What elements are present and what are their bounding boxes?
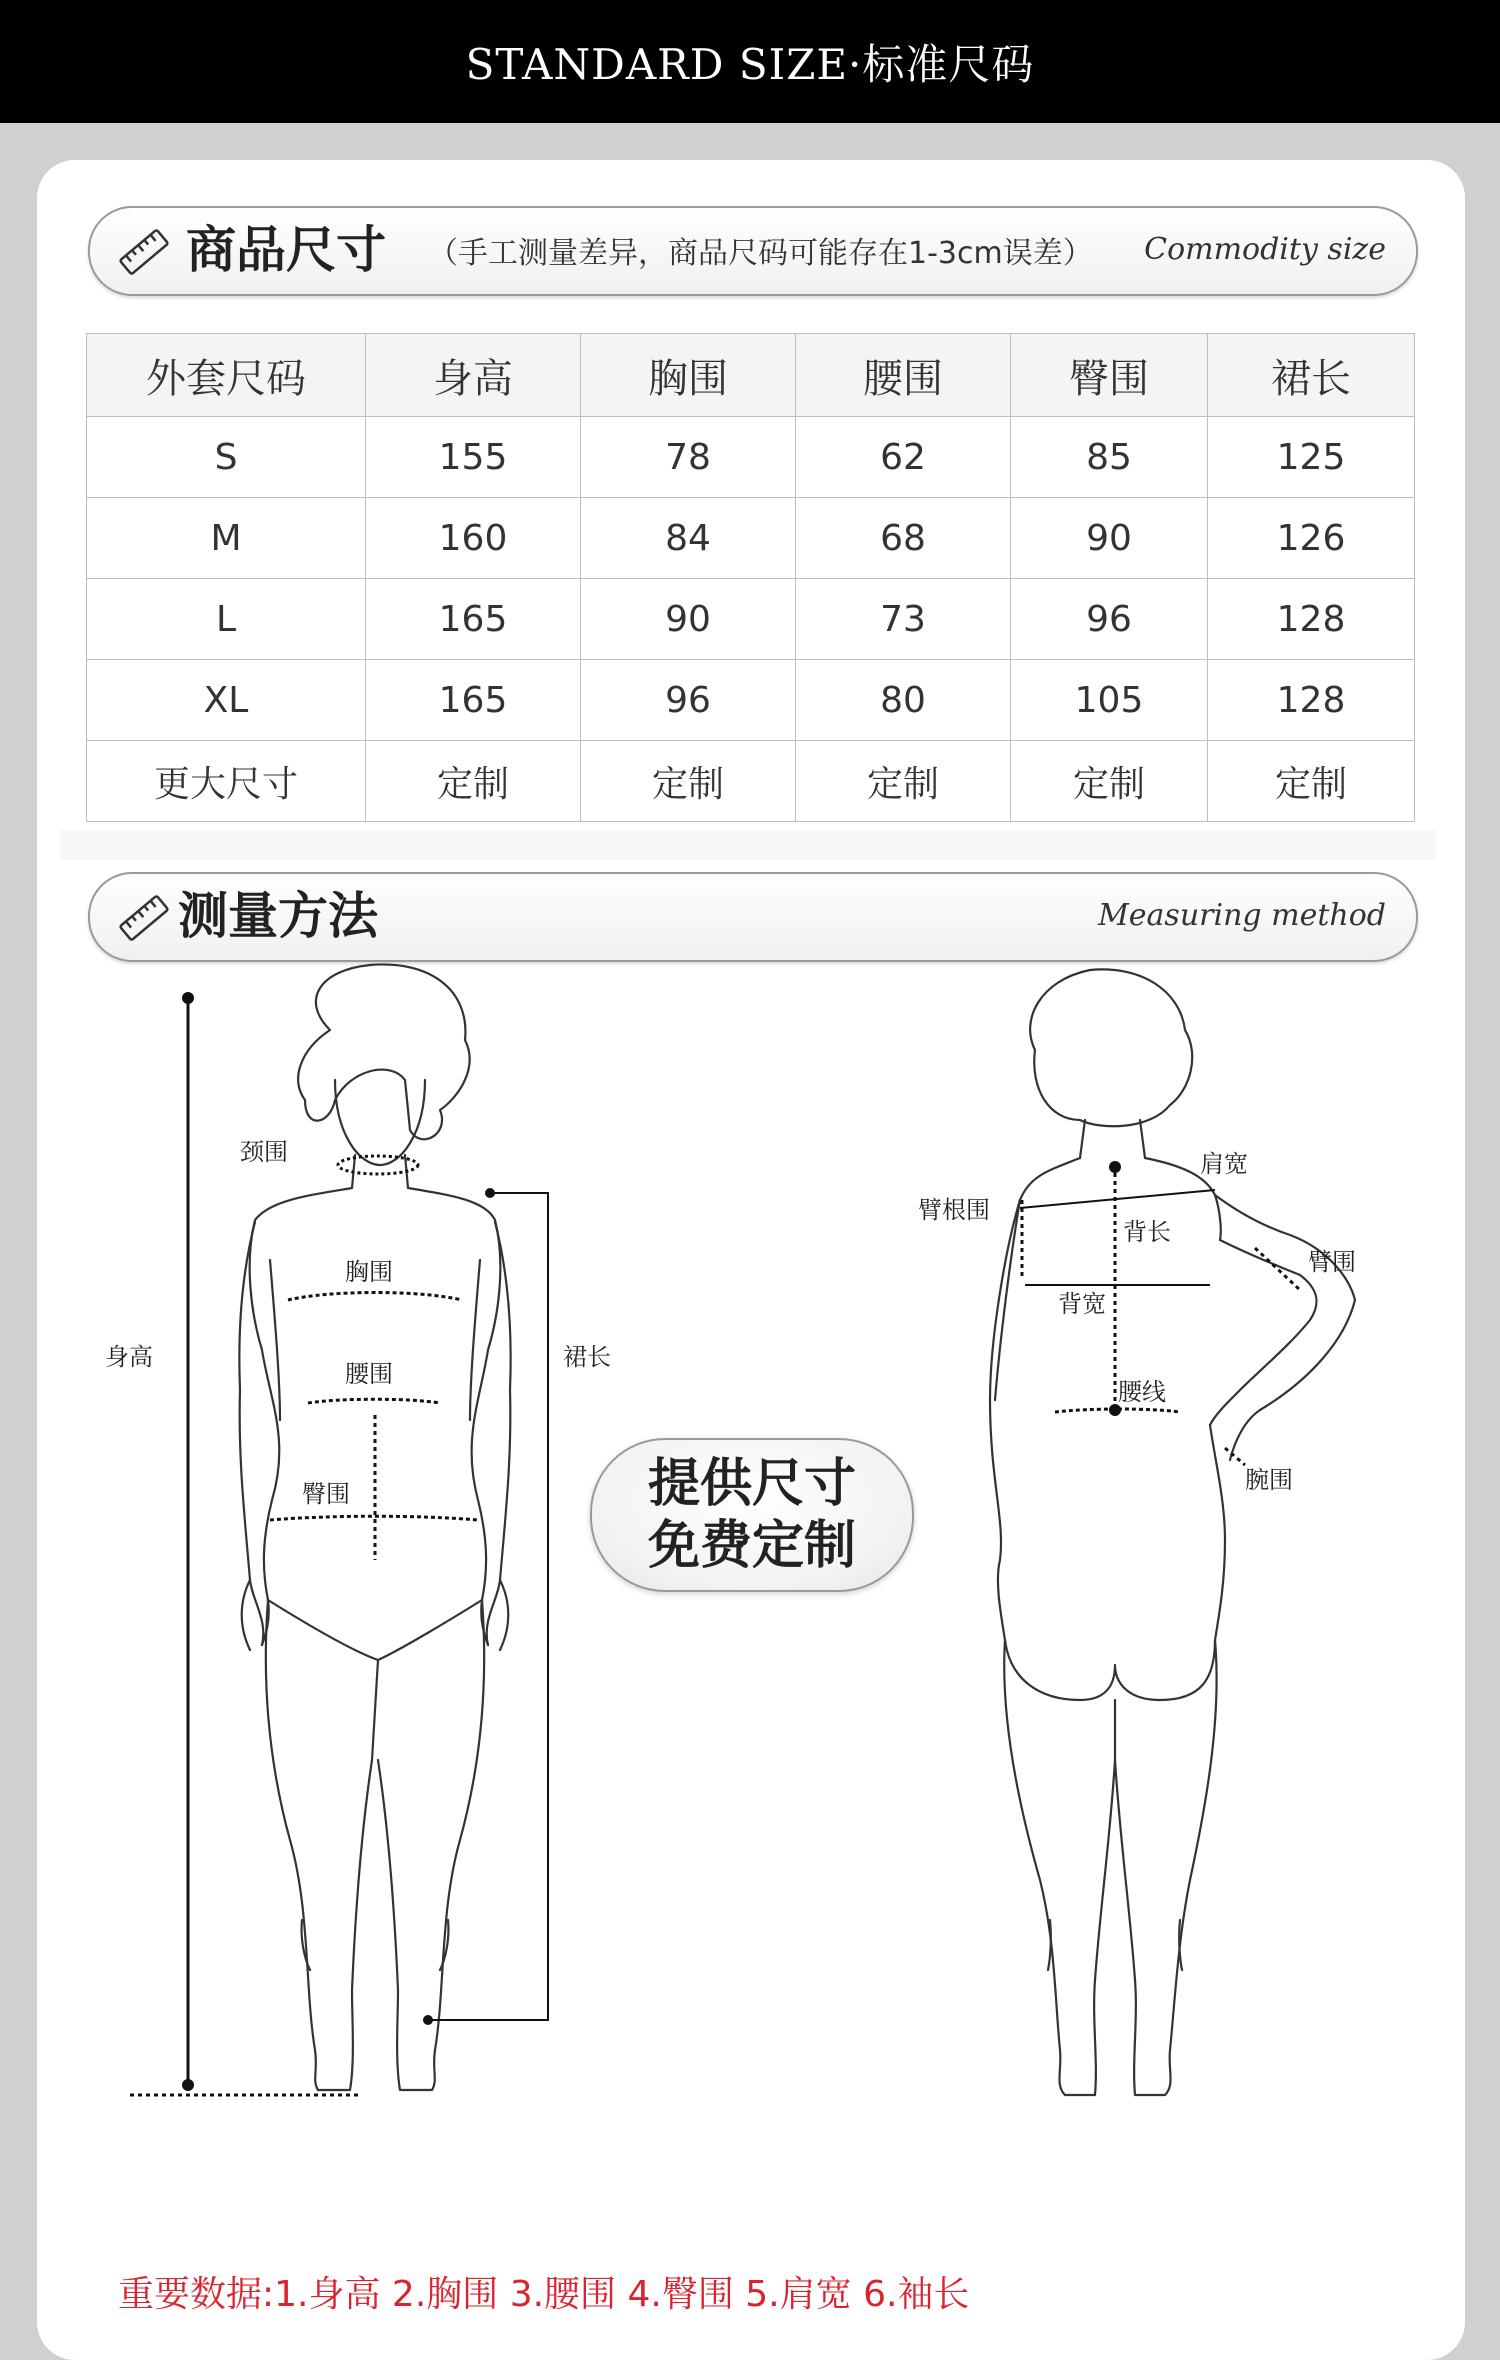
table-cell: 85 — [1011, 417, 1208, 498]
size-section-title: 商品尺寸 — [186, 221, 386, 279]
measure-section-script: Measuring method — [1098, 898, 1386, 933]
table-cell: 80 — [796, 660, 1011, 741]
label-wrist: 腕围 — [1245, 1466, 1293, 1494]
table-cell: 155 — [366, 417, 581, 498]
size-section-header — [88, 206, 1418, 296]
table-cell: 定制 — [581, 741, 796, 822]
table-cell: 78 — [581, 417, 796, 498]
wrist-line — [1225, 1448, 1245, 1465]
label-neck: 颈围 — [240, 1138, 288, 1166]
table-cell: 定制 — [796, 741, 1011, 822]
col-header: 身高 — [366, 334, 581, 417]
table-cell: 90 — [581, 579, 796, 660]
measure-section-header — [88, 872, 1418, 962]
table-row — [87, 498, 1415, 579]
table-cell: XL — [87, 660, 366, 741]
table-cell: 定制 — [366, 741, 581, 822]
waist-line — [308, 1399, 440, 1403]
label-shoulder: 肩宽 — [1200, 1150, 1248, 1178]
col-header: 腰围 — [796, 334, 1011, 417]
table-cell: 125 — [1208, 417, 1415, 498]
table-cell: 更大尺寸 — [87, 741, 366, 822]
table-row — [87, 660, 1415, 741]
top-banner — [0, 0, 1500, 123]
table-cell: 128 — [1208, 579, 1415, 660]
table-cell: S — [87, 417, 366, 498]
table-cell: M — [87, 498, 366, 579]
col-header: 臀围 — [1011, 334, 1208, 417]
label-hip: 臀围 — [302, 1480, 350, 1508]
col-header: 裙长 — [1208, 334, 1415, 417]
ruler-icon — [118, 228, 170, 276]
banner-title: STANDARD SIZE·标准尺码 — [465, 39, 1035, 89]
shoulder-line — [1020, 1190, 1215, 1208]
size-section-script: Commodity size — [1144, 232, 1386, 267]
table-cell: 73 — [796, 579, 1011, 660]
back-figure — [990, 969, 1355, 2095]
table-cell: 165 — [366, 579, 581, 660]
table-cell: 90 — [1011, 498, 1208, 579]
table-cell: 62 — [796, 417, 1011, 498]
divider-band — [60, 830, 1436, 860]
label-skirt: 裙长 — [563, 1343, 611, 1371]
table-row — [87, 417, 1415, 498]
chest-line — [288, 1293, 462, 1301]
upper-arm-line — [1255, 1248, 1300, 1290]
label-chest: 胸围 — [345, 1258, 393, 1286]
table-cell: 105 — [1011, 660, 1208, 741]
size-table — [86, 333, 1415, 822]
table-cell: 68 — [796, 498, 1011, 579]
table-cell: 96 — [581, 660, 796, 741]
col-header: 外套尺码 — [87, 334, 366, 417]
skirt-length-bracket — [428, 1193, 548, 2020]
badge-line-2: 免费定制 — [647, 1516, 856, 1576]
col-header: 胸围 — [581, 334, 796, 417]
table-cell: L — [87, 579, 366, 660]
table-cell: 160 — [366, 498, 581, 579]
size-table-header — [87, 334, 1415, 417]
measure-section-title: 测量方法 — [178, 887, 378, 945]
label-armhole: 臂根围 — [918, 1196, 990, 1224]
key-data-note: 重要数据:1.身高 2.胸围 3.腰围 4.臀围 5.肩宽 6.袖长 — [118, 2274, 970, 2315]
ruler-icon — [118, 894, 170, 942]
table-cell: 96 — [1011, 579, 1208, 660]
label-back-width: 背宽 — [1058, 1290, 1106, 1318]
table-cell: 165 — [366, 660, 581, 741]
table-cell: 126 — [1208, 498, 1415, 579]
label-upper-arm: 臂围 — [1308, 1248, 1356, 1276]
label-height: 身高 — [105, 1343, 153, 1371]
label-waistline: 腰线 — [1118, 1378, 1166, 1406]
label-waist: 腰围 — [345, 1360, 393, 1388]
table-cell: 定制 — [1011, 741, 1208, 822]
table-cell: 128 — [1208, 660, 1415, 741]
table-row — [87, 579, 1415, 660]
label-back-length: 背长 — [1123, 1218, 1171, 1246]
badge-line-1: 提供尺寸 — [647, 1454, 856, 1514]
table-row — [87, 741, 1415, 822]
table-cell: 84 — [581, 498, 796, 579]
custom-size-badge — [590, 1438, 914, 1592]
size-section-note: （手工测量差异，商品尺码可能存在1-3cm误差） — [428, 236, 1093, 271]
table-cell: 定制 — [1208, 741, 1415, 822]
